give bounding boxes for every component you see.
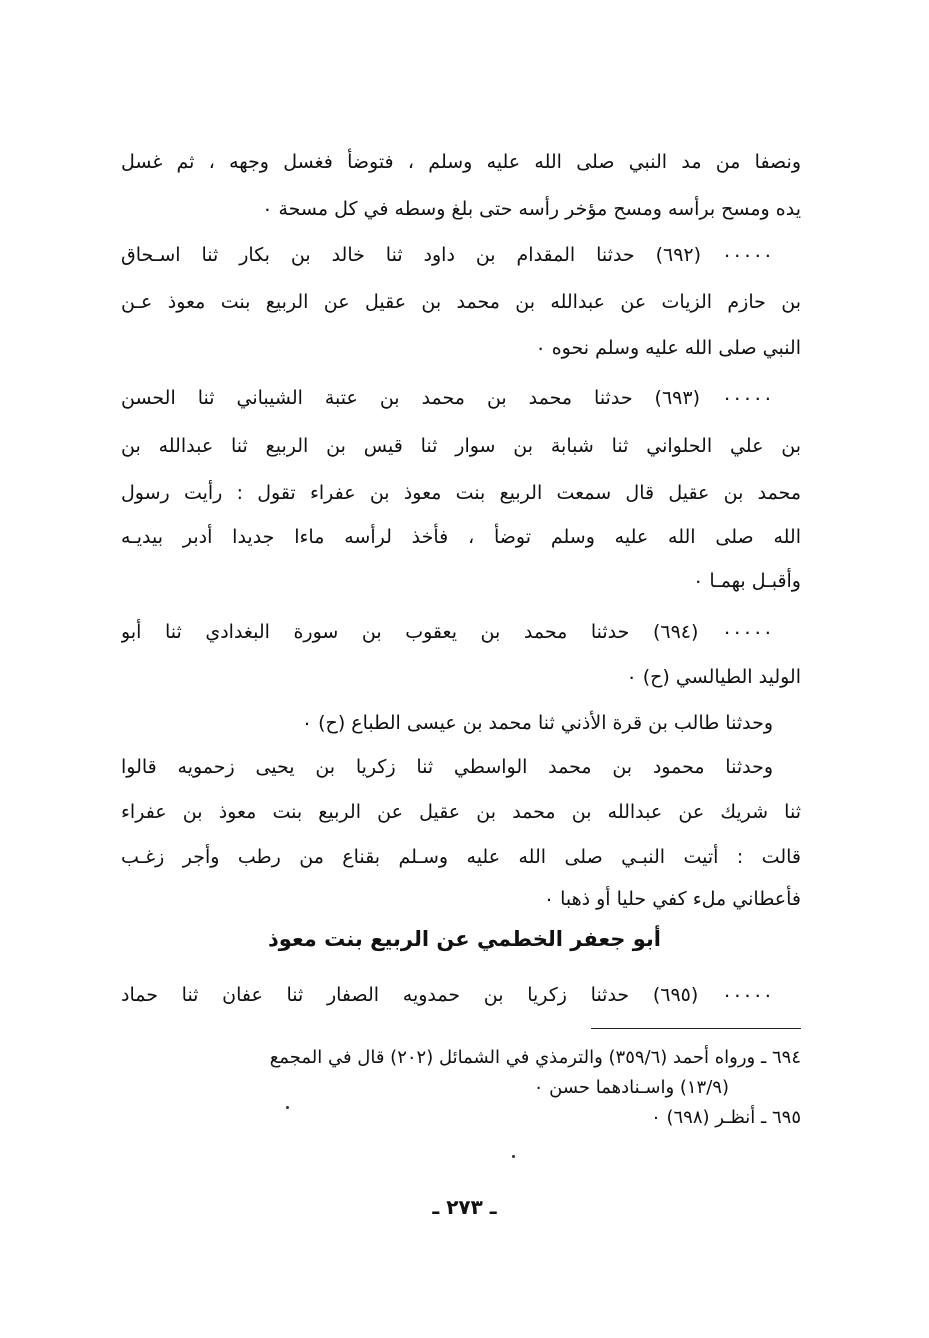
page-number: ـ ٢٧٣ ـ bbox=[432, 1195, 497, 1219]
text-line: وحدثنا طالب بن قرة الأذني ثنا محمد بن عيسى الطباع (ح) ٠ bbox=[301, 712, 773, 734]
text-line: ٠٠٠٠٠ (٦٩٣) حدثنا محمد بن محمد بن عتبة الشيباني ثنا الحسن bbox=[121, 387, 773, 409]
text-line: ٠٠٠٠٠ (٦٩٤) حدثنا محمد بن يعقوب بن سورة البغدادي ثنا أبو bbox=[121, 621, 773, 643]
footnote: ٦٩٥ ـ أنظـر (٦٩٨) ٠ bbox=[651, 1107, 801, 1128]
text-line: الله صلى الله عليه وسلم توضأ ، فأخذ لرأسه ماءا جديدا أدبر بيديـه bbox=[121, 526, 801, 548]
text-line: النبي صلى الله عليه وسلم نحوه ٠ bbox=[535, 337, 801, 359]
footnote-divider bbox=[591, 1028, 801, 1029]
scan-speck bbox=[512, 1155, 515, 1158]
text-line: الوليد الطيالسي (ح) ٠ bbox=[626, 666, 801, 688]
footnote-continuation: (١٣/٩) واسـنادهما حسن ٠ bbox=[533, 1077, 729, 1098]
scan-speck bbox=[286, 1106, 289, 1109]
text-line: قالت : أتيت النبـي صلى الله عليه وسـلم بقناع من رطب وأجر زغـب bbox=[121, 846, 801, 868]
footnote: ٦٩٤ ـ ورواه أحمد (٣٥٩/٦) والترمذي في الشمائل (٢٠٢) قال في المجمع bbox=[269, 1047, 801, 1068]
text-line: بن حازم الزيات عن عبدالله بن محمد بن عقيل عن الربيع بنت معوذ عـن bbox=[121, 291, 801, 313]
text-line: بن علي الحلواني ثنا شبابة بن سوار ثنا قيس بن الربيع ثنا عبدالله بن bbox=[121, 435, 801, 457]
text-line: ٠٠٠٠٠ (٦٩٢) حدثنا المقدام بن داود ثنا خالد بن بكار ثنا اسـحاق bbox=[121, 244, 773, 266]
section-heading: أبو جعفر الخطمي عن الربيع بنت معوذ bbox=[268, 927, 661, 951]
text-line: ثنا شريك عن عبدالله بن محمد بن عقيل عن الربيع بنت معوذ بن عفراء bbox=[121, 801, 801, 823]
text-line: وأقبـل بهمـا ٠ bbox=[693, 570, 801, 592]
text-line: محمد بن عقيل قال سمعت الربيع بنت معوذ بن عفراء تقول : رأيت رسول bbox=[121, 482, 801, 504]
text-line: ٠٠٠٠٠ (٦٩٥) حدثنا زكريا بن حمدويه الصفار ثنا عفان ثنا حماد bbox=[121, 984, 774, 1006]
text-line: ونصفا من مد النبي صلى الله عليه وسلم ، فتوضأ فغسل وجهه ، ثم غسل bbox=[121, 151, 801, 173]
text-line: يده ومسح برأسه ومسح مؤخر رأسه حتى بلغ وسطه في كل مسحة ٠ bbox=[262, 198, 801, 220]
text-line: وحدثنا محمود بن محمد الواسطي ثنا زكريا بن يحيى زحمويه قالوا bbox=[121, 756, 773, 778]
text-line: فأعطاني ملء كفي حليا أو ذهبا ٠ bbox=[543, 888, 801, 910]
